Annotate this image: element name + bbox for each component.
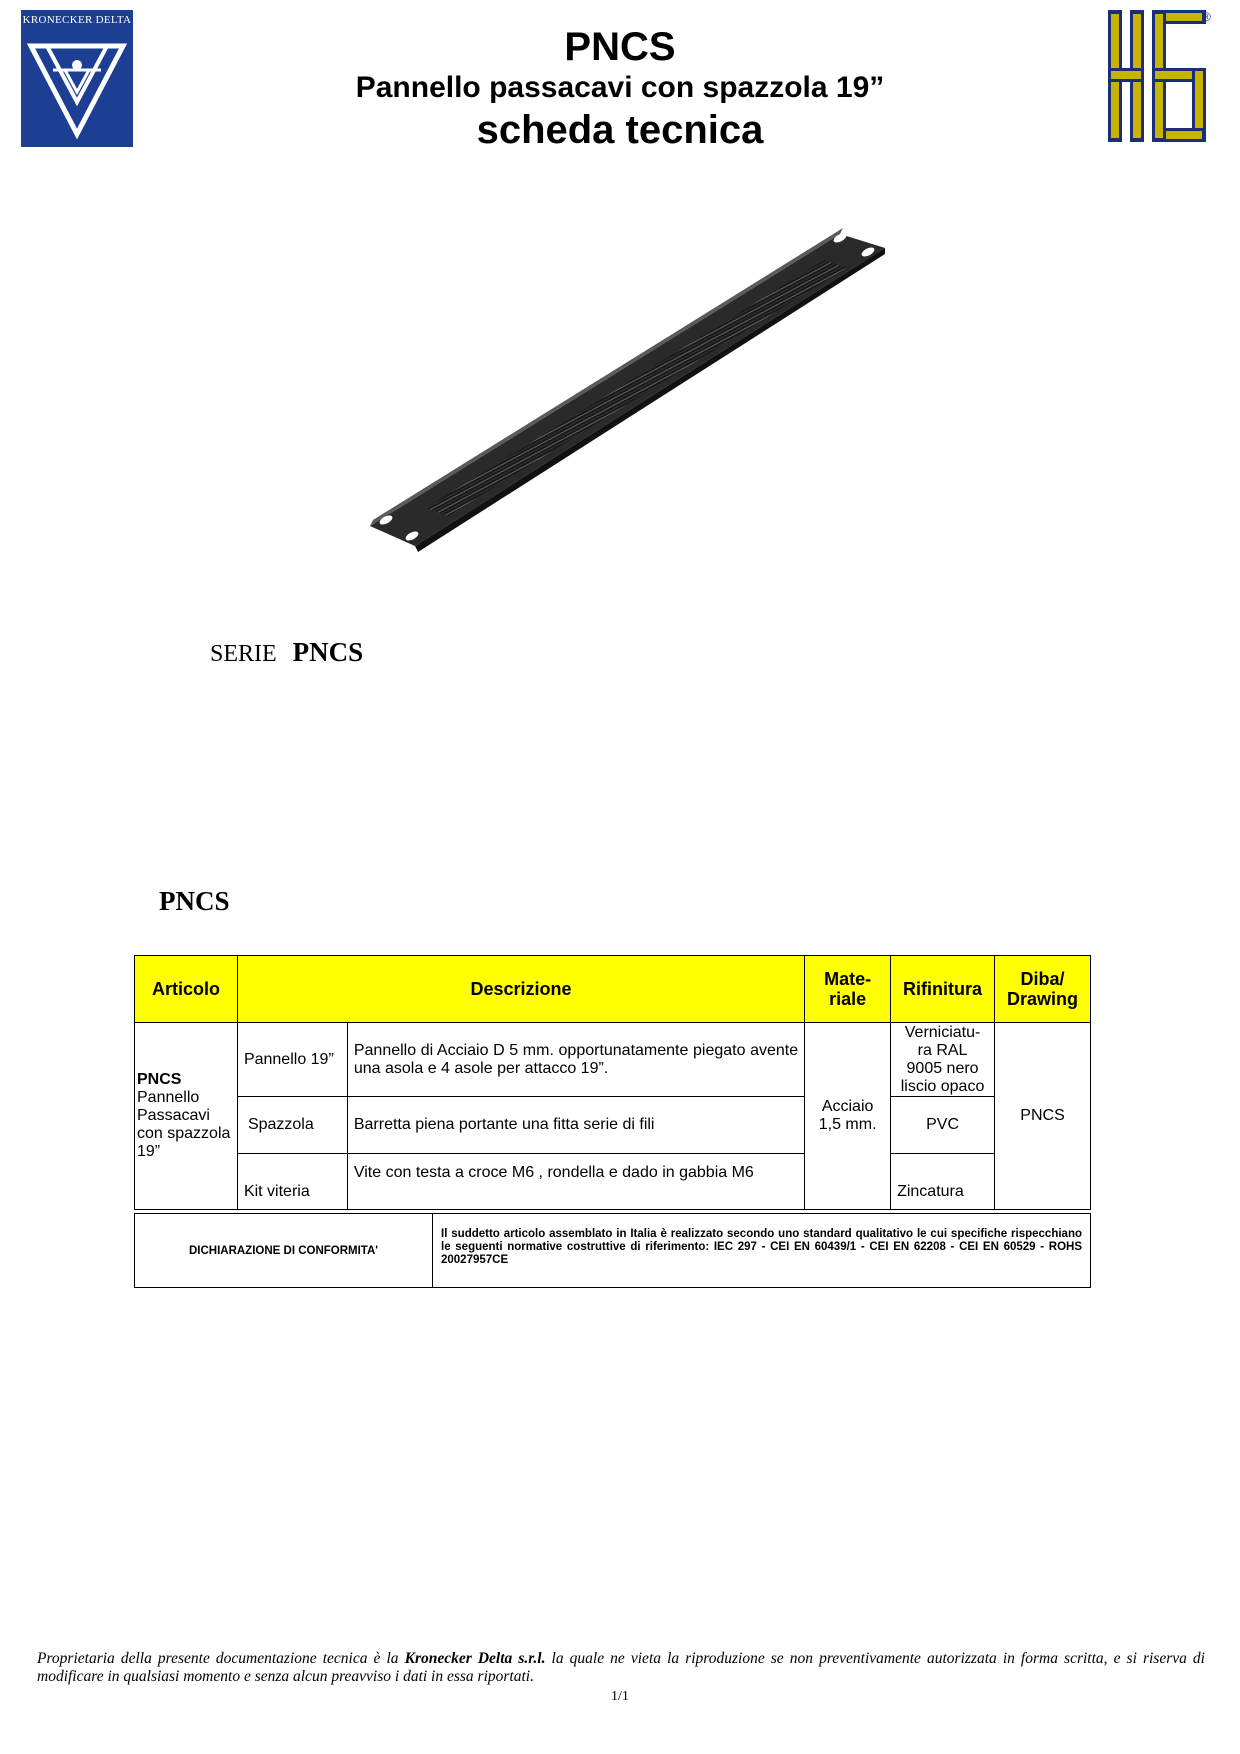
spec-table	[134, 955, 1091, 1210]
footer-company: Kronecker Delta s.r.l.	[404, 1650, 546, 1667]
conformity-table	[134, 1213, 1091, 1288]
conformity-label: DICHIARAZIONE DI CONFORMITA'	[135, 1214, 433, 1288]
component-name: Kit viteria	[237, 1154, 347, 1210]
table-row	[135, 1023, 1091, 1097]
brand-name: KRONECKER DELTA	[22, 14, 132, 26]
conformity-text: Il suddetto articolo assemblato in Italia è realizzato secondo uno standard qualitativo le cui specifiche rispecchiano le seguenti normative costruttive di riferimento: IEC 297 - CEI EN 60439/1 - CEI EN 62208 - CEI EN 60529 - ROHS 20027957CE	[433, 1214, 1091, 1288]
component-description: Barretta piena portante una fitta serie di fili	[347, 1097, 804, 1154]
header-descrizione: Descrizione	[237, 956, 804, 1023]
document-type: scheda tecnica	[476, 108, 764, 152]
table-row	[135, 1154, 1091, 1210]
document-title: PNCS	[564, 25, 676, 69]
component-name: Pannello 19”	[237, 1023, 347, 1097]
header-materiale: Mate- riale	[805, 956, 891, 1023]
serie-line	[210, 637, 363, 668]
footer-note-after: la quale ne vieta la riproduzione se non preventivamente autorizzata in forma scritta, e si riserva di modificare in qualsiasi momento e senza alcun preavviso i dati in essa riportati.	[37, 1650, 1205, 1685]
component-description: Pannello di Acciaio D 5 mm. opportunatamente piegato avente una asola e 4 asole per attacco 19”.	[347, 1023, 804, 1097]
header-rifinitura: Rifinitura	[891, 956, 995, 1023]
footer-note-before: Proprietaria della presente documentazione tecnica è la	[37, 1650, 405, 1667]
article-code: PNCS	[137, 1071, 182, 1088]
header-articolo: Articolo	[135, 956, 238, 1023]
footer-note	[37, 1650, 1205, 1686]
product-photo	[370, 220, 900, 565]
finish-cell: PVC	[891, 1097, 995, 1154]
drawing-cell: PNCS	[995, 1023, 1091, 1210]
section-code: PNCS	[159, 886, 230, 916]
registered-mark: ®	[1202, 10, 1211, 24]
material-cell: Acciaio 1,5 mm.	[805, 1023, 891, 1210]
document-subtitle: Pannello passacavi con spazzola 19”	[355, 71, 885, 104]
finish-cell: Verniciatu- ra RAL 9005 nero liscio opaco	[891, 1023, 995, 1097]
table-row	[135, 1097, 1091, 1154]
article-name: Pannello Passacavi con spazzola 19”	[137, 1089, 231, 1160]
component-name: Spazzola	[237, 1097, 347, 1154]
table-header-row	[135, 956, 1091, 1023]
header-diba: Diba/ Drawing	[995, 956, 1091, 1023]
serie-code: PNCS	[292, 637, 364, 667]
serie-label: SERIE	[210, 641, 277, 667]
page-number: 1/1	[611, 1689, 629, 1704]
finish-cell: Zincatura	[891, 1154, 995, 1210]
component-description: Vite con testa a croce M6 , rondella e dado in gabbia M6	[347, 1154, 804, 1210]
article-cell	[135, 1023, 238, 1210]
